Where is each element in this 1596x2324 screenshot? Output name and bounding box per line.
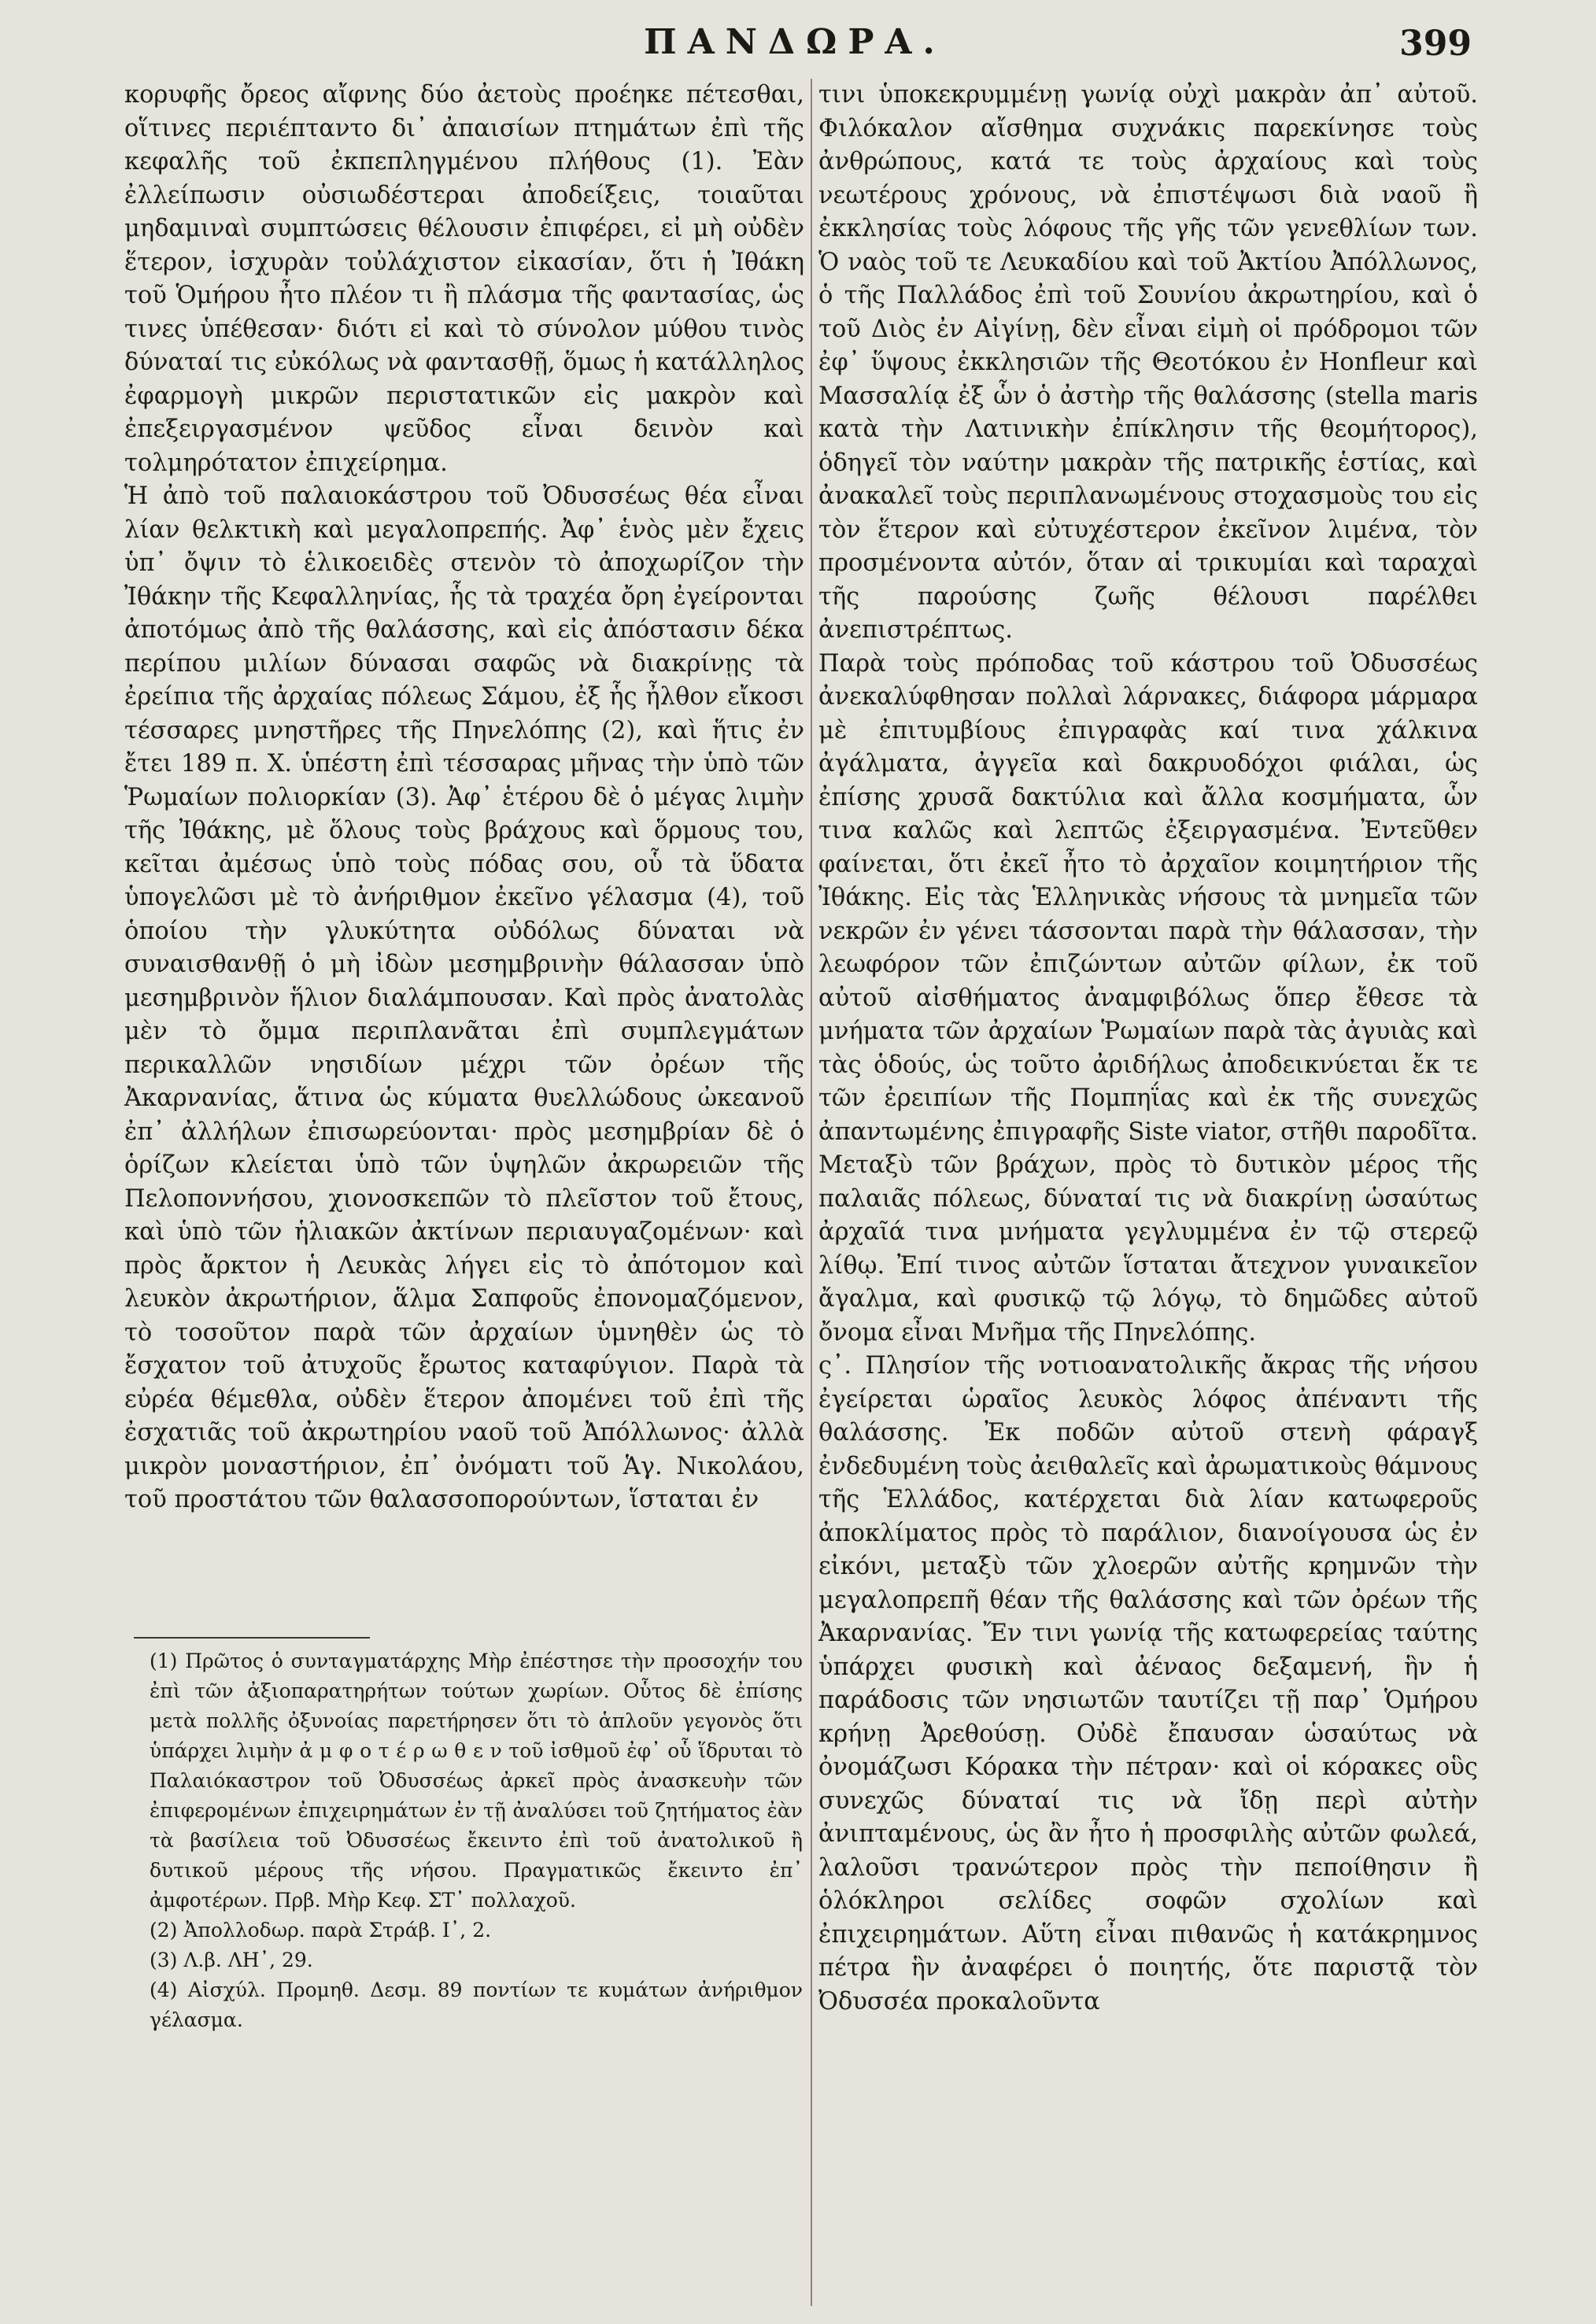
right-paragraph-1: τινι ὑποκεκρυμμένῃ γωνίᾳ οὐχὶ μακρὰν ἀπ᾽ αὐτοῦ. Φιλόκαλον αἴσθημα συχνάκις παρεκίνησε τοὺς ἀνθρώπους, κατά τε τοὺς ἀρχαίους καὶ τοὺς νεωτέρους χρόνους, νὰ ἐπιστέψωσι διὰ ναοῦ ἢ ἐκκλησίας τοὺς λόφους τῆς γῆς τῶν γενεθλίων των. Ὁ ναὸς τοῦ τε Λευκαδίου καὶ τοῦ Ἀκτίου Ἀπόλλωνος, ὁ τῆς Παλλάδος ἐπὶ τοῦ Σουνίου ἀκρωτηρίου, καὶ ὁ τοῦ Διὸς ἐν Αἰγίνῃ, δὲν εἶναι εἰμὴ οἱ πρόδρομοι τῶν ἐφ᾽ ὕψους ἐκκλησιῶν τῆς Θεοτόκου ἐν Honfleur καὶ Μασσαλίᾳ ἐξ ὧν ὁ ἀστὴρ τῆς θαλάσσης (stella maris κατὰ τὴν Λατινικὴν ἐπίκλησιν τῆς θεομήτορος), ὁδηγεῖ τὸν ναύτην μακρὰν τῆς πατρικῆς ἑστίας, καὶ ἀνακαλεῖ τοὺς περιπλανωμένους στοχασμοὺς του εἰς τὸν ἕτερον καὶ εὐτυχέστερον ἐκεῖνον λιμένα, τὸν προσμένοντα αὐτόν, ὅταν αἱ τρικυμίαι καὶ ταραχαὶ τῆς παρούσης ζωῆς θέλουσι παρέλθει ἀνεπιστρέπτως. xyxy=(818,81,1478,644)
footnote-1: (1) Πρῶτος ὁ συνταγματάρχης Μὴρ ἐπέστησε τὴν προσοχήν του ἐπὶ τῶν ἀξιοπαρατηρήτων τούτων χωρίων. Οὗτος δὲ ἐπίσης μετὰ πολλῆς ὀξυνοίας παρετήρησεν ὅτι τὸ ἁπλοῦν γεγονὸς ὅτι ὑπάρχει λιμὴν ἀ μ φ ο τ έ ρ ω θ ε ν τοῦ ἰσθμοῦ ἐφ᾽ οὗ ἵδρυται τὸ Παλαιόκαστρον τοῦ Ὀδυσσέως ἀρκεῖ πρὸς ἀνασκευὴν τῶν ἐπιφερομένων ἐπιχειρημάτων ἐν τῇ ἀναλύσει τοῦ ζητήματος ἐὰν τὰ βασίλεια τοῦ Ὀδυσσέως ἔκειντο ἐπὶ τοῦ ἀνατολικοῦ ἢ δυτικοῦ μέρους τῆς νήσου. Πραγματικῶς ἔκειντο ἐπ᾽ ἀμφοτέρων. Πρβ. Μὴρ Κεφ. ΣΤ᾽ πολλαχοῦ. xyxy=(150,1650,803,1912)
footnote-4: (4) Αἰσχύλ. Προμηθ. Δεσμ. 89 ποντίων τε κυμάτων ἀνήριθμον γέλασμα. xyxy=(150,1979,803,2031)
footnote-3: (3) Λ.β. ΛΗ᾽, 29. xyxy=(150,1949,313,1971)
footnotes xyxy=(150,1646,803,2035)
footnote-2: (2) Ἀπολλοδωρ. παρὰ Στράβ. Ι᾽, 2. xyxy=(150,1919,492,1942)
right-paragraph-2: Παρὰ τοὺς πρόποδας τοῦ κάστρου τοῦ Ὀδυσσέως ἀνεκαλύφθησαν πολλαὶ λάρνακες, διάφορα μάρμαρα μὲ ἐπιτυμβίους ἐπιγραφὰς καί τινα χάλκινα ἀγάλματα, ἀγγεῖα καὶ δακρυοδόχοι φιάλαι, ὡς ἐπίσης χρυσᾶ δακτύλια καὶ ἄλλα κοσμήματα, ὧν τινα καλῶς καὶ λεπτῶς ἐξειργασμένα. Ἐντεῦθεν φαίνεται, ὅτι ἐκεῖ ἦτο τὸ ἀρχαῖον κοιμητήριον τῆς Ἰθάκης. Εἰς τὰς Ἑλληνικὰς νήσους τὰ μνημεῖα τῶν νεκρῶν ἐν γένει τάσσονται παρὰ τὴν θάλασσαν, τὴν λεωφόρον τῶν ἐπιζώντων αὐτῶν φίλων, ἐκ τοῦ αὐτοῦ αἰσθήματος ἀναμφιβόλως ὅπερ ἔθεσε τὰ μνήματα τῶν ἀρχαίων Ῥωμαίων παρὰ τὰς ἀγυιὰς καὶ τὰς ὁδούς, ὡς τοῦτο ἀριδήλως ἀποδεικνύεται ἔκ τε τῶν ἐρειπίων τῆς Πομπηΐας καὶ ἐκ τῆς συνεχῶς ἀπαντωμένης ἐπιγραφῆς Siste viator, στῆθι παροδῖτα. Μεταξὺ τῶν βράχων, πρὸς τὸ δυτικὸν μέρος τῆς παλαιᾶς πόλεως, δύναταί τις νὰ διακρίνῃ ὡσαύτως ἀρχαῖά τινα μνήματα γεγλυμμένα ἐν τῷ στερεῷ λίθῳ. Ἐπί τινος αὐτῶν ἵσταται ἄτεχνον γυναικεῖον ἄγαλμα, καὶ φυσικῷ τῷ λόγῳ, τὸ δημῶδες αὐτοῦ ὄνομα εἶναι Μνῆμα τῆς Πηνελόπης. xyxy=(818,649,1478,1347)
left-paragraph-2: Ἡ ἀπὸ τοῦ παλαιοκάστρου τοῦ Ὀδυσσέως θέα εἶναι λίαν θελκτικὴ καὶ μεγαλοπρεπής. Ἀφ᾽ ἑνὸς μὲν ἔχεις ὑπ᾽ ὄψιν τὸ ἑλικοειδὲς στενὸν τὸ ἀποχωρίζον τὴν Ἰθάκην τῆς Κεφαλληνίας, ἧς τὰ τραχέα ὄρη ἐγείρονται ἀποτόμως ἀπὸ τῆς θαλάσσης, καὶ εἰς ἀπόστασιν δέκα περίπου μιλίων δύνασαι σαφῶς νὰ διακρίνῃς τὰ ἐρείπια τῆς ἀρχαίας πόλεως Σάμου, ἐξ ἧς ἦλθον εἴκοσι τέσσαρες μνηστῆρες τῆς Πηνελόπης (2), καὶ ἥτις ἐν ἔτει 189 π. Χ. ὑπέστη ἐπὶ τέσσαρας μῆνας τὴν ὑπὸ τῶν Ῥωμαίων πολιορκίαν (3). Ἀφ᾽ ἑτέρου δὲ ὁ μέγας λιμὴν τῆς Ἰθάκης, μὲ ὅλους τοὺς βράχους καὶ ὅρμους του, κεῖται ἀμέσως ὑπὸ τοὺς πόδας σου, οὗ τὰ ὕδατα ὑπογελῶσι μὲ τὸ ἀνήριθμον ἐκεῖνο γέλασμα (4), τοῦ ὁποίου τὴν γλυκύτητα οὐδόλως δύναται νὰ συναισθανθῇ ὁ μὴ ἰδὼν μεσημβρινὴν θάλασσαν ὑπὸ μεσημβρινὸν ἥλιον διαλάμπουσαν. Καὶ πρὸς ἀνατολὰς μὲν τὸ ὄμμα περιπλανᾶται ἐπὶ συμπλεγμάτων περικαλλῶν νησιδίων μέχρι τῶν ὀρέων τῆς Ἀκαρνανίας, ἅτινα ὡς κύματα θυελλώδους ὠκεανοῦ ἐπ᾽ ἀλλήλων ἐπισωρεύονται· πρὸς μεσημβρίαν δὲ ὁ ὁρίζων κλείεται ὑπὸ τῶν ὑψηλῶν ἀκρωρειῶν τῆς Πελοποννήσου, χιονοσκεπῶν τὸ πλεῖστον τοῦ ἔτους, καὶ ὑπὸ τῶν ἡλιακῶν ἀκτίνων περιαυγαζομένων· καὶ πρὸς ἄρκτον ἡ Λευκὰς λήγει εἰς τὸ ἀπότομον καὶ λευκὸν ἀκρωτήριον, ἅλμα Σαπφοῦς ἐπονομαζόμενον, τὸ τοσοῦτον παρὰ τῶν ἀρχαίων ὑμνηθὲν ὡς τὸ ἔσχατον τοῦ ἀτυχοῦς ἔρωτος καταφύγιον. Παρὰ τὰ εὐρέα θέμεθλα, οὐδὲν ἕτερον ἀπομένει τοῦ ἐπὶ τῆς ἐσχατιᾶς τοῦ ἀκρωτηρίου ναοῦ τοῦ Ἀπόλλωνος· ἀλλὰ μικρὸν μοναστήριον, ἐπ᾽ ὀνόματι τοῦ Ἁγ. Νικολάου, τοῦ προστάτου τῶν θαλασσοπορούντων, ἵσταται ἐν xyxy=(124,482,804,1513)
column-divider xyxy=(811,79,812,2306)
footnote-rule xyxy=(134,1637,370,1639)
right-paragraph-3: ς᾽. Πλησίον τῆς νοτιοανατολικῆς ἄκρας τῆς νήσου ἐγείρεται ὡραῖος λευκὸς λόφος ἀπέναντι τῆς θαλάσσης. Ἐκ ποδῶν αὐτοῦ στενὴ φάραγξ ἐνδεδυμένη τοὺς ἀειθαλεῖς καὶ ἀρωματικοὺς θάμνους τῆς Ἑλλάδος, κατέρχεται διὰ λίαν κατωφεροῦς ἀποκλίματος πρὸς τὸ παράλιον, διανοίγουσα ὡς ἐν εἰκόνι, μεταξὺ τῶν χλοερῶν αὐτῆς κρημνῶν τὴν μεγαλοπρεπῆ θέαν τῆς θαλάσσης καὶ τῶν ὀρέων τῆς Ἀκαρνανίας. Ἔν τινι γωνίᾳ τῆς κατωφερείας ταύτης ὑπάρχει φυσικὴ καὶ ἀέναος δεξαμενή, ἣν ἡ παράδοσις τῶν νησιωτῶν ταυτίζει τῇ παρ᾽ Ὁμήρου κρήνῃ Ἀρεθούσῃ. Οὐδὲ ἔπαυσαν ὡσαύτως νὰ ὀνομάζωσι Κόρακα τὴν πέτραν· καὶ οἱ κόρακες οὓς συνεχῶς δύναταί τις νὰ ἴδῃ περὶ αὐτὴν ἀνιπταμένους, ὡς ἂν ἦτο ἡ προσφιλὴς αὐτῶν φωλεά, λαλοῦσι τρανώτερον πρὸς τὴν πεποίθησιν ἢ ὁλόκληροι σελίδες σοφῶν σχολίων καὶ ἐπιχειρημάτων. Αὕτη εἶναι πιθανῶς ἡ κατάκρημνος πέτρα ἣν ἀναφέρει ὁ ποιητής, ὅτε παριστᾷ τὸν Ὀδυσσέα προκαλοῦντα xyxy=(818,1352,1478,2015)
page-number: 399 xyxy=(1399,24,1472,64)
left-paragraph-1: κορυφῆς ὄρεος αἴφνης δύο ἀετοὺς προέηκε πέτεσθαι, οἵτινες περιέπταντο δι᾽ ἀπαισίων πτημάτων ἐπὶ τῆς κεφαλῆς τοῦ ἐκπεπληγμένου πλήθους (1). Ἐὰν ἐλλείπωσιν οὐσιωδέστεραι ἀποδείξεις, τοιαῦται μηδαμιναὶ συμπτώσεις θέλουσιν ἐπιφέρει, εἰ μὴ οὐδὲν ἕτερον, ἰσχυρὰν τοὐλάχιστον εἰκασίαν, ὅτι ἡ Ἰθάκη τοῦ Ὁμήρου ἦτο πλέον τι ἢ πλάσμα τῆς φαντασίας, ὡς τινες ὑπέθεσαν· διότι εἰ καὶ τὸ σύνολον μύθου τινὸς δύναταί τις εὐκόλως νὰ φαντασθῇ, ὅμως ἡ κατάλληλος ἐφαρμογὴ μικρῶν περιστατικῶν εἰς μακρὸν καὶ ἐπεξειργασμένον ψεῦδος εἶναι δεινὸν καὶ τολμηρότατον ἐπιχείρημα. xyxy=(124,81,804,477)
page-header xyxy=(118,22,1472,69)
right-column xyxy=(818,79,1478,2019)
left-column xyxy=(124,79,804,1517)
running-title: ΠΑΝΔΩΡΑ. xyxy=(644,22,946,62)
